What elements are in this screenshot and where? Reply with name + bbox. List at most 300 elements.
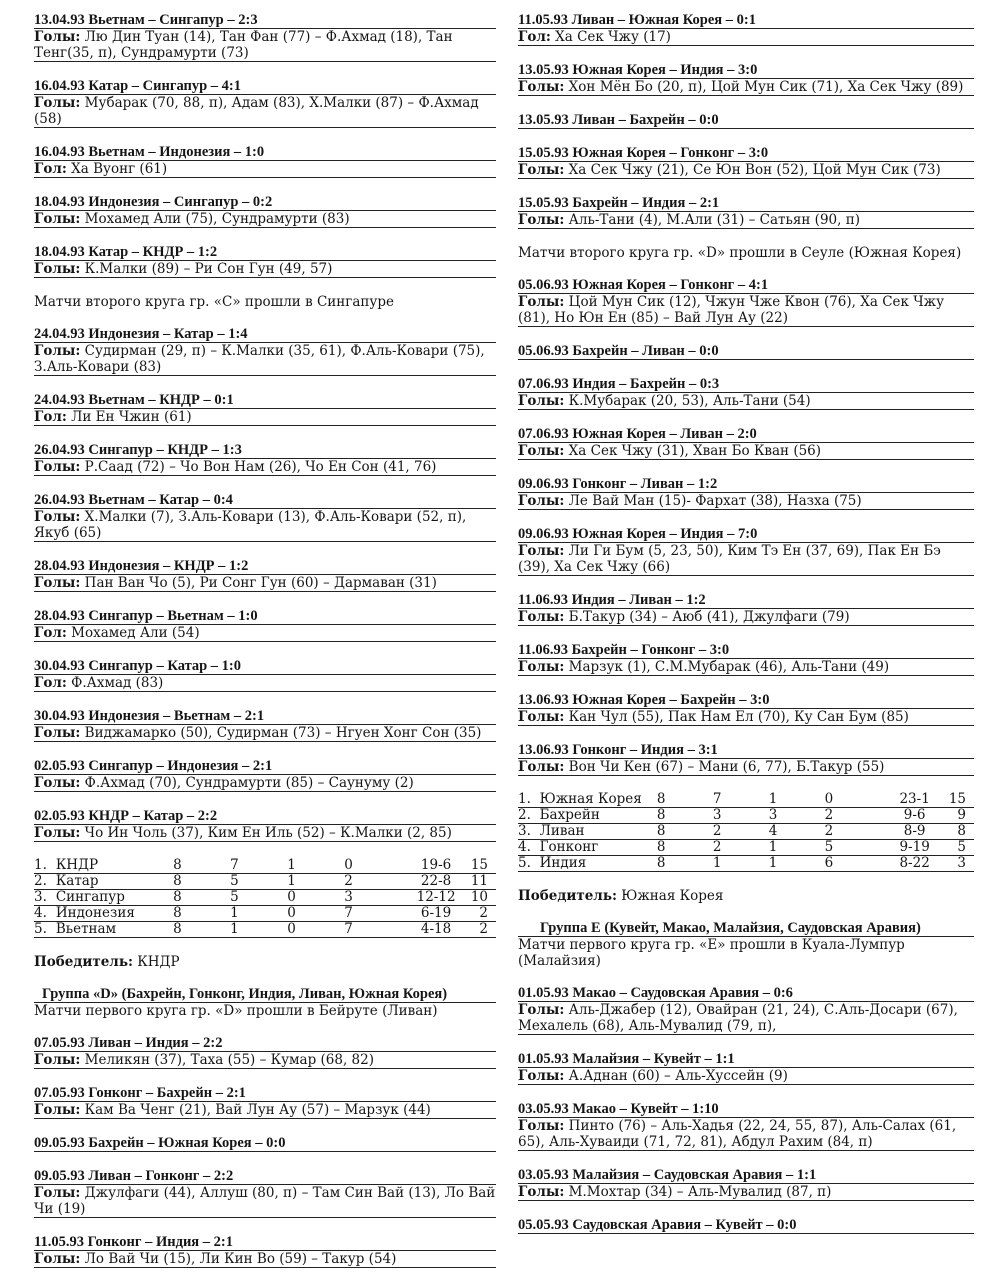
match-block: [34, 194, 496, 228]
match-block: [34, 392, 496, 426]
goals-text: Ха Сек Чжу (17): [555, 29, 671, 45]
spacer: [518, 229, 974, 245]
cell-wins: 5: [230, 890, 287, 906]
match-header: 11.05.93 Гонконг – Индия – 2:1: [34, 1234, 496, 1251]
match-block: [518, 426, 974, 460]
goals-text: Мубарак (70, 88, п), Адам (83), Х.Малки (87) – Ф.Ахмад (58): [34, 95, 479, 127]
spacer: [518, 261, 974, 277]
goals-text: Цой Мун Сик (12), Чжун Чже Квон (76), Ха Сек Чжу (81), Но Юн Ен (85) – Вай Лун Ау (22): [518, 294, 945, 326]
spacer: [34, 278, 496, 294]
match-header: 11.06.93 Индия – Ливан – 1:2: [518, 592, 974, 609]
match-header: 09.05.93 Ливан – Гонконг – 2:2: [34, 1168, 496, 1185]
spacer: [34, 592, 496, 608]
cell-team: Катар: [56, 874, 173, 890]
goals-label: Голы:: [34, 1102, 81, 1118]
goals-label: Голы:: [34, 211, 81, 227]
match-goals: [34, 1052, 496, 1069]
goals-label: Голы:: [34, 29, 81, 45]
cell-games: 8: [173, 874, 230, 890]
cell-losses: 7: [344, 922, 401, 938]
cell-team: Бахрейн: [540, 808, 657, 824]
goals-text: Аль-Тани (4), М.Али (31) – Сатьян (90, п): [568, 212, 860, 228]
cell-team: Южная Корея: [540, 792, 657, 808]
match-goals: [34, 29, 496, 62]
goals-label: Гол:: [34, 161, 67, 177]
goals-label: Голы:: [518, 759, 565, 775]
spacer: [518, 129, 974, 145]
cell-team: Сингапур: [56, 890, 173, 906]
match-header: 05.05.93 Саудовская Аравия – Кувейт – 0:0: [518, 1217, 974, 1234]
goals-text: Ха Вуонг (61): [71, 161, 168, 177]
goals-text: Судирман (29, п) – К.Малки (35, 61), Ф.Аль-Ковари (75), З.Аль-Ковари (83): [34, 343, 485, 375]
spacer: [518, 360, 974, 376]
winner-value: КНДР: [137, 954, 180, 970]
cell-team: КНДР: [56, 858, 173, 874]
match-goals: [34, 775, 496, 792]
goals-text: Джулфаги (44), Аллуш (80, п) – Там Син Вай (13), Ло Вай Чи (19): [34, 1185, 496, 1217]
cell-points: 11: [471, 874, 496, 890]
goals-label: Голы:: [518, 393, 565, 409]
cell-points: 9: [949, 808, 974, 824]
goals-text: Х.Малки (7), З.Аль-Ковари (13), Ф.Аль-Ковари (52, п), Якуб (65): [34, 509, 467, 541]
match-header: 07.05.93 Гонконг – Бахрейн – 2:1: [34, 1085, 496, 1102]
cell-points: 8: [949, 824, 974, 840]
group-note: Матчи первого круга гр. «D» прошли в Бейруте (Ливан): [34, 1003, 438, 1019]
spacer: [34, 426, 496, 442]
goals-label: Голы:: [518, 659, 565, 675]
goals-label: Голы:: [34, 343, 81, 359]
spacer: [518, 726, 974, 742]
goals-text: Чо Ин Чоль (37), Ким Ен Иль (52) – К.Малки (2, 85): [84, 825, 452, 841]
cell-goal-diff: 12-12: [401, 890, 470, 906]
goals-label: Голы:: [34, 1251, 81, 1267]
match-goals: [518, 1002, 974, 1035]
goals-label: Голы:: [518, 609, 565, 625]
match-block: [34, 326, 496, 376]
cell-games: 8: [173, 906, 230, 922]
spacer: [518, 1201, 974, 1217]
spacer: [34, 742, 496, 758]
goals-text: Кам Ва Ченг (21), Вай Лун Ау (57) – Марзук (44): [84, 1102, 431, 1118]
match-block: [34, 144, 496, 178]
goals-label: Голы:: [518, 294, 565, 310]
winner-label: Победитель:: [518, 888, 617, 904]
spacer: [518, 1085, 974, 1101]
winner-line: [518, 888, 974, 904]
match-header: 07.06.93 Индия – Бахрейн – 0:3: [518, 376, 974, 393]
spacer: [34, 542, 496, 558]
group-title: Группа «D» (Бахрейн, Гонконг, Индия, Ливан, Южная Корея): [34, 986, 496, 1003]
match-block: [34, 244, 496, 278]
table-block: [34, 858, 496, 938]
spacer: [34, 1019, 496, 1035]
table-block: [518, 792, 974, 872]
cell-losses: 0: [344, 858, 401, 874]
match-header: 16.04.93 Катар – Сингапур – 4:1: [34, 78, 496, 95]
group-title: Группа Е (Кувейт, Макао, Малайзия, Саудовская Аравия): [518, 920, 974, 937]
spacer: [34, 62, 496, 78]
note-block: [34, 294, 496, 310]
standings-table: [518, 792, 974, 872]
match-goals: [518, 659, 974, 676]
match-goals: [518, 1118, 974, 1151]
winner-value: Южная Корея: [621, 888, 724, 904]
spacer: [34, 938, 496, 954]
match-header: 09.05.93 Бахрейн – Южная Корея – 0:0: [34, 1135, 496, 1152]
match-block: [34, 78, 496, 128]
goals-text: Аль-Джабер (12), Овайран (21, 24), С.Аль-Досари (67), Мехалель (68), Аль-Мувалид (79, п),: [518, 1002, 958, 1034]
match-goals: [518, 79, 974, 96]
goals-text: Ле Вай Ман (15)- Фархат (38), Назха (75): [568, 493, 862, 509]
goals-text: Ли Ги Бум (5, 23, 50), Ким Тэ Ен (37, 69), Пак Ен Бэ (39), Ха Сек Чжу (66): [518, 543, 941, 575]
match-goals: [34, 409, 496, 426]
cell-position: 5.: [518, 856, 540, 872]
match-block: [518, 343, 974, 360]
match-block: [518, 476, 974, 510]
spacer: [34, 128, 496, 144]
cell-points: 15: [949, 792, 974, 808]
goals-label: Голы:: [34, 261, 81, 277]
spacer: [34, 1152, 496, 1168]
table-row: [518, 840, 974, 856]
cell-losses: 3: [344, 890, 401, 906]
cell-draws: 1: [287, 874, 344, 890]
match-block: [34, 442, 496, 476]
cell-games: 8: [173, 858, 230, 874]
cell-points: 5: [949, 840, 974, 856]
goals-text: Ф.Ахмад (83): [71, 675, 164, 691]
match-block: [34, 1234, 496, 1268]
match-block: [34, 12, 496, 62]
cell-goal-diff: 8-9: [880, 824, 948, 840]
cell-losses: 6: [825, 856, 881, 872]
goals-text: Хон Мён Бо (20, п), Цой Мун Сик (71), Ха Сек Чжу (89): [568, 79, 964, 95]
match-goals: [518, 443, 974, 460]
cell-wins: 7: [230, 858, 287, 874]
goals-label: Голы:: [34, 725, 81, 741]
match-block: [34, 708, 496, 742]
match-header: 02.05.93 КНДР – Катар – 2:2: [34, 808, 496, 825]
round-note: Матчи второго круга гр. «С» прошли в Сингапуре: [34, 294, 394, 310]
goals-text: М.Мохтар (34) – Аль-Мувалид (87, п): [568, 1184, 832, 1200]
match-block: [34, 808, 496, 842]
match-goals: [518, 493, 974, 510]
match-block: [34, 758, 496, 792]
cell-points: 3: [949, 856, 974, 872]
cell-goal-diff: 8-22: [880, 856, 948, 872]
goals-label: Голы:: [518, 79, 565, 95]
goals-text: Ф.Ахмад (70), Сундрамурти (85) – Саунуму (2): [84, 775, 414, 791]
match-goals: [518, 294, 974, 327]
cell-position: 4.: [518, 840, 540, 856]
goals-label: Гол:: [34, 409, 67, 425]
cell-points: 15: [471, 858, 496, 874]
match-block: [518, 985, 974, 1035]
spacer: [518, 776, 974, 792]
match-block: [518, 742, 974, 776]
table-row: [518, 856, 974, 872]
spacer: [34, 228, 496, 244]
match-block: [34, 1168, 496, 1218]
goals-text: Виджамарко (50), Судирман (73) – Нгуен Хонг Сон (35): [84, 725, 482, 741]
goals-label: Голы:: [518, 162, 565, 178]
match-block: [518, 1217, 974, 1234]
goals-text: Мохамед Али (54): [71, 625, 200, 641]
goals-label: Голы:: [518, 212, 565, 228]
match-header: 28.04.93 Индонезия – КНДР – 1:2: [34, 558, 496, 575]
match-header: 05.06.93 Южная Корея – Гонконг – 4:1: [518, 277, 974, 294]
goals-label: Голы:: [34, 1185, 81, 1201]
table-row: [34, 922, 496, 938]
goals-label: Голы:: [34, 775, 81, 791]
table-row: [34, 874, 496, 890]
cell-losses: 7: [344, 906, 401, 922]
match-goals: [518, 759, 974, 776]
spacer: [518, 410, 974, 426]
match-header: 07.05.93 Ливан – Индия – 2:2: [34, 1035, 496, 1052]
match-goals: [518, 543, 974, 576]
goals-text: Марзук (1), С.М.Мубарак (46), Аль-Тани (49): [568, 659, 890, 675]
cell-goal-diff: 4-18: [401, 922, 470, 938]
cell-team: Ливан: [540, 824, 657, 840]
group-block: [34, 986, 496, 1019]
cell-wins: 7: [713, 792, 769, 808]
match-goals: [518, 29, 974, 46]
match-block: [34, 558, 496, 592]
match-header: 05.06.93 Бахрейн – Ливан – 0:0: [518, 343, 974, 360]
cell-games: 8: [657, 856, 713, 872]
match-goals: [34, 95, 496, 128]
table-row: [518, 792, 974, 808]
spacer: [518, 46, 974, 62]
match-goals: [518, 609, 974, 626]
spacer: [34, 310, 496, 326]
cell-goal-diff: 22-8: [401, 874, 470, 890]
goals-text: Вон Чи Кен (67) – Мани (6, 77), Б.Такур (55): [568, 759, 885, 775]
match-goals: [518, 1184, 974, 1201]
match-header: 03.05.93 Малайзия – Саудовская Аравия – 1:1: [518, 1167, 974, 1184]
goals-text: А.Аднан (60) – Аль-Хуссейн (9): [568, 1068, 788, 1084]
goals-label: Голы:: [518, 543, 565, 559]
cell-wins: 2: [713, 824, 769, 840]
goals-label: Голы:: [518, 709, 565, 725]
match-block: [518, 145, 974, 179]
match-header: 02.05.93 Сингапур – Индонезия – 2:1: [34, 758, 496, 775]
match-goals: [518, 709, 974, 726]
goals-text: Р.Саад (72) – Чо Вон Нам (26), Чо Ен Сон (41, 76): [84, 459, 437, 475]
cell-position: 3.: [518, 824, 540, 840]
cell-position: 2.: [518, 808, 540, 824]
spacer: [518, 969, 974, 985]
spacer: [518, 872, 974, 888]
goals-text: Пинто (76) – Аль-Хадья (22, 24, 55, 87), Аль-Салах (61, 65), Аль-Хуваиди (71, 72, 81), Абдул Рахим (84, п): [518, 1118, 957, 1150]
cell-draws: 0: [287, 922, 344, 938]
match-goals: [34, 575, 496, 592]
cell-goal-diff: 23-1: [880, 792, 948, 808]
match-goals: [34, 459, 496, 476]
cell-points: 2: [471, 906, 496, 922]
match-block: [518, 692, 974, 726]
cell-losses: 0: [825, 792, 881, 808]
match-goals: [518, 1068, 974, 1085]
goals-text: Лю Дин Туан (14), Тан Фан (77) – Ф.Ахмад (18), Тан Тенг(35, п), Сундрамурти (73): [34, 29, 453, 61]
spacer: [518, 327, 974, 343]
table-row: [518, 808, 974, 824]
spacer: [34, 970, 496, 986]
winner-label: Победитель:: [34, 954, 133, 970]
spacer: [34, 376, 496, 392]
cell-points: 10: [471, 890, 496, 906]
cell-team: Вьетнам: [56, 922, 173, 938]
match-goals: [34, 1102, 496, 1119]
goals-label: Голы:: [518, 1068, 565, 1084]
match-block: [34, 658, 496, 692]
spacer: [518, 1151, 974, 1167]
cell-points: 2: [471, 922, 496, 938]
match-block: [518, 12, 974, 46]
spacer: [518, 460, 974, 476]
goals-label: Голы:: [34, 95, 81, 111]
cell-position: 1.: [34, 858, 56, 874]
match-header: 13.05.93 Южная Корея – Индия – 3:0: [518, 62, 974, 79]
spacer: [34, 476, 496, 492]
match-goals: [34, 509, 496, 542]
match-header: 26.04.93 Вьетнам – Катар – 0:4: [34, 492, 496, 509]
goals-label: Голы:: [518, 1118, 565, 1134]
match-header: 18.04.93 Индонезия – Сингапур – 0:2: [34, 194, 496, 211]
spacer: [34, 642, 496, 658]
match-goals: [34, 343, 496, 376]
cell-losses: 2: [344, 874, 401, 890]
match-block: [518, 1051, 974, 1085]
match-header: 11.06.93 Бахрейн – Гонконг – 3:0: [518, 642, 974, 659]
goals-text: Кан Чул (55), Пак Нам Ел (70), Ку Сан Бум (85): [568, 709, 909, 725]
match-header: 13.06.93 Гонконг – Индия – 3:1: [518, 742, 974, 759]
goals-label: Гол:: [34, 675, 67, 691]
match-block: [518, 526, 974, 576]
spacer: [518, 904, 974, 920]
cell-losses: 5: [825, 840, 881, 856]
match-header: 24.04.93 Вьетнам – КНДР – 0:1: [34, 392, 496, 409]
round-note: Матчи второго круга гр. «D» прошли в Сеуле (Южная Корея): [518, 245, 962, 261]
cell-wins: 5: [230, 874, 287, 890]
spacer: [518, 626, 974, 642]
cell-wins: 1: [713, 856, 769, 872]
match-goals: [518, 393, 974, 410]
match-header: 13.06.93 Южная Корея – Бахрейн – 3:0: [518, 692, 974, 709]
cell-wins: 1: [230, 906, 287, 922]
group-note: Матчи первого круга гр. «Е» прошли в Куала-Лумпур (Малайзия): [518, 937, 905, 969]
cell-games: 8: [657, 792, 713, 808]
cell-position: 3.: [34, 890, 56, 906]
table-row: [518, 824, 974, 840]
goals-label: Голы:: [34, 459, 81, 475]
goals-text: Ло Вай Чи (15), Ли Кин Во (59) – Такур (54): [84, 1251, 397, 1267]
cell-games: 8: [173, 890, 230, 906]
cell-wins: 1: [230, 922, 287, 938]
cell-draws: 3: [769, 808, 825, 824]
goals-text: Б.Такур (34) – Аюб (41), Джулфаги (79): [568, 609, 850, 625]
match-header: 28.04.93 Сингапур – Вьетнам – 1:0: [34, 608, 496, 625]
winner-line: [34, 954, 496, 970]
spacer: [518, 676, 974, 692]
match-header: 16.04.93 Вьетнам – Индонезия – 1:0: [34, 144, 496, 161]
match-header: 01.05.93 Малайзия – Кувейт – 1:1: [518, 1051, 974, 1068]
goals-label: Голы:: [518, 443, 565, 459]
winner-block: [518, 888, 974, 904]
cell-wins: 3: [713, 808, 769, 824]
goals-text: К.Мубарак (20, 53), Аль-Тани (54): [568, 393, 811, 409]
spacer: [518, 179, 974, 195]
goals-text: Ли Ен Чжин (61): [71, 409, 192, 425]
match-header: 13.04.93 Вьетнам – Сингапур – 2:3: [34, 12, 496, 29]
table-row: [34, 890, 496, 906]
match-block: [518, 1167, 974, 1201]
left-column: [34, 12, 496, 1268]
match-block: [34, 492, 496, 542]
note-block: [518, 245, 974, 261]
match-block: [518, 62, 974, 96]
goals-text: Меликян (37), Таха (55) – Кумар (68, 82): [84, 1052, 374, 1068]
goals-label: Голы:: [518, 1184, 565, 1200]
cell-draws: 0: [287, 890, 344, 906]
cell-wins: 2: [713, 840, 769, 856]
goals-text: К.Малки (89) – Ри Сон Гун (49, 57): [84, 261, 333, 277]
match-block: [518, 112, 974, 129]
match-goals: [34, 725, 496, 742]
cell-goal-diff: 19-6: [401, 858, 470, 874]
match-header: 07.06.93 Южная Корея – Ливан – 2:0: [518, 426, 974, 443]
cell-goal-diff: 6-19: [401, 906, 470, 922]
match-header: 30.04.93 Индонезия – Вьетнам – 2:1: [34, 708, 496, 725]
match-goals: [34, 211, 496, 228]
goals-text: Мохамед Али (75), Сундрамурти (83): [84, 211, 350, 227]
match-header: 09.06.93 Южная Корея – Индия – 7:0: [518, 526, 974, 543]
cell-team: Индия: [540, 856, 657, 872]
right-column: [518, 12, 974, 1234]
match-goals: [34, 161, 496, 178]
spacer: [518, 96, 974, 112]
cell-position: 5.: [34, 922, 56, 938]
match-header: 11.05.93 Ливан – Южная Корея – 0:1: [518, 12, 974, 29]
spacer: [34, 1119, 496, 1135]
goals-label: Голы:: [34, 1052, 81, 1068]
goals-label: Голы:: [34, 509, 81, 525]
cell-draws: 1: [769, 792, 825, 808]
match-header: 30.04.93 Сингапур – Катар – 1:0: [34, 658, 496, 675]
match-header: 15.05.93 Бахрейн – Индия – 2:1: [518, 195, 974, 212]
cell-draws: 1: [287, 858, 344, 874]
match-block: [518, 1101, 974, 1151]
cell-team: Индонезия: [56, 906, 173, 922]
spacer: [518, 510, 974, 526]
winner-block: [34, 954, 496, 970]
standings-table: [34, 858, 496, 938]
match-block: [34, 1085, 496, 1119]
match-block: [518, 376, 974, 410]
cell-goal-diff: 9-6: [880, 808, 948, 824]
match-goals: [518, 212, 974, 229]
goals-text: Пан Ван Чо (5), Ри Сонг Гун (60) – Дармаван (31): [84, 575, 437, 591]
spacer: [34, 1218, 496, 1234]
goals-text: Ха Сек Чжу (31), Хван Бо Кван (56): [568, 443, 822, 459]
match-block: [518, 592, 974, 626]
match-goals: [34, 825, 496, 842]
cell-draws: 4: [769, 824, 825, 840]
group-block: [518, 920, 974, 969]
cell-losses: 2: [825, 824, 881, 840]
cell-draws: 0: [287, 906, 344, 922]
